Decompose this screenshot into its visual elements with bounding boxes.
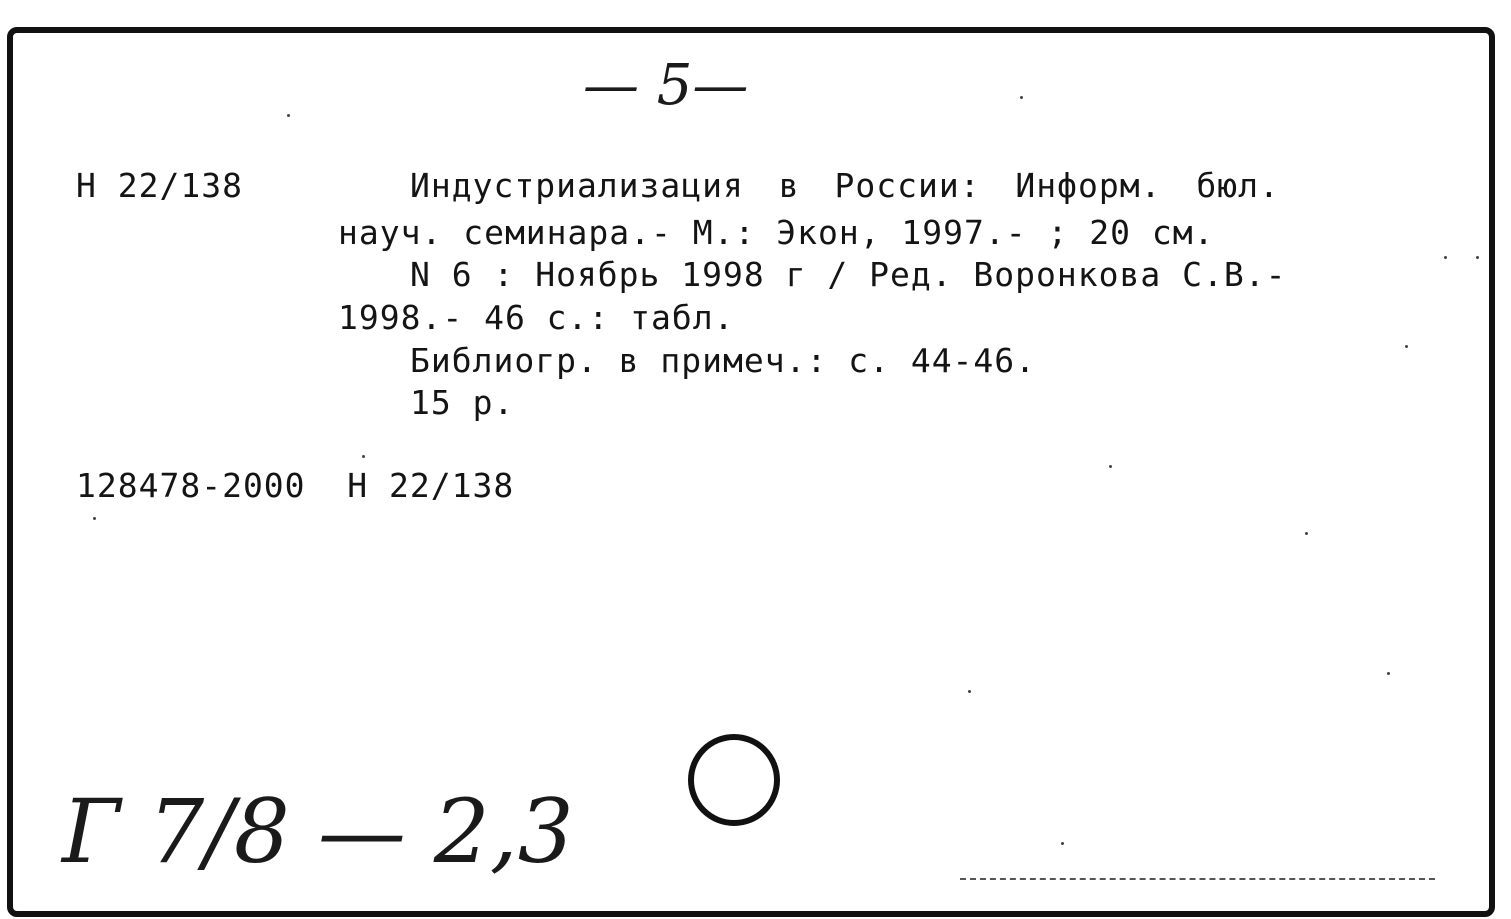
scan-speck	[93, 517, 96, 520]
entry-line-bibliography: Библиогр. в примеч.: с. 44-46.	[410, 341, 1037, 380]
entry-line-title: Индустриализация в России: Информ. бюл.	[410, 166, 1280, 205]
scan-speck	[1476, 256, 1479, 259]
scan-speck	[1387, 672, 1390, 675]
call-number: Н 22/138	[76, 166, 243, 205]
scan-speck	[362, 455, 365, 458]
punch-hole-icon	[688, 734, 780, 826]
dashed-rule	[960, 878, 1435, 880]
entry-line-price: 15 р.	[410, 383, 515, 422]
handwritten-shelf-mark: Г 7/8 — 2,3	[62, 780, 574, 883]
scan-speck	[968, 690, 971, 693]
scan-speck	[287, 114, 290, 117]
scan-speck	[1305, 532, 1308, 535]
entry-line-publication: науч. семинара.- М.: Экон, 1997.- ; 20 см.	[338, 213, 1215, 252]
scan-speck	[1061, 842, 1064, 845]
scan-speck	[1444, 256, 1447, 259]
scan-speck	[1020, 96, 1023, 99]
entry-line-issue: N 6 : Ноябрь 1998 г / Ред. Воронкова С.В.-	[410, 255, 1287, 294]
scan-speck	[1109, 465, 1112, 468]
handwritten-page-number: — 5—	[583, 53, 749, 118]
entry-line-extent: 1998.- 46 с.: табл.	[338, 298, 735, 337]
inventory-number: 128478-2000 Н 22/138	[76, 466, 515, 505]
scan-speck	[1405, 345, 1408, 348]
